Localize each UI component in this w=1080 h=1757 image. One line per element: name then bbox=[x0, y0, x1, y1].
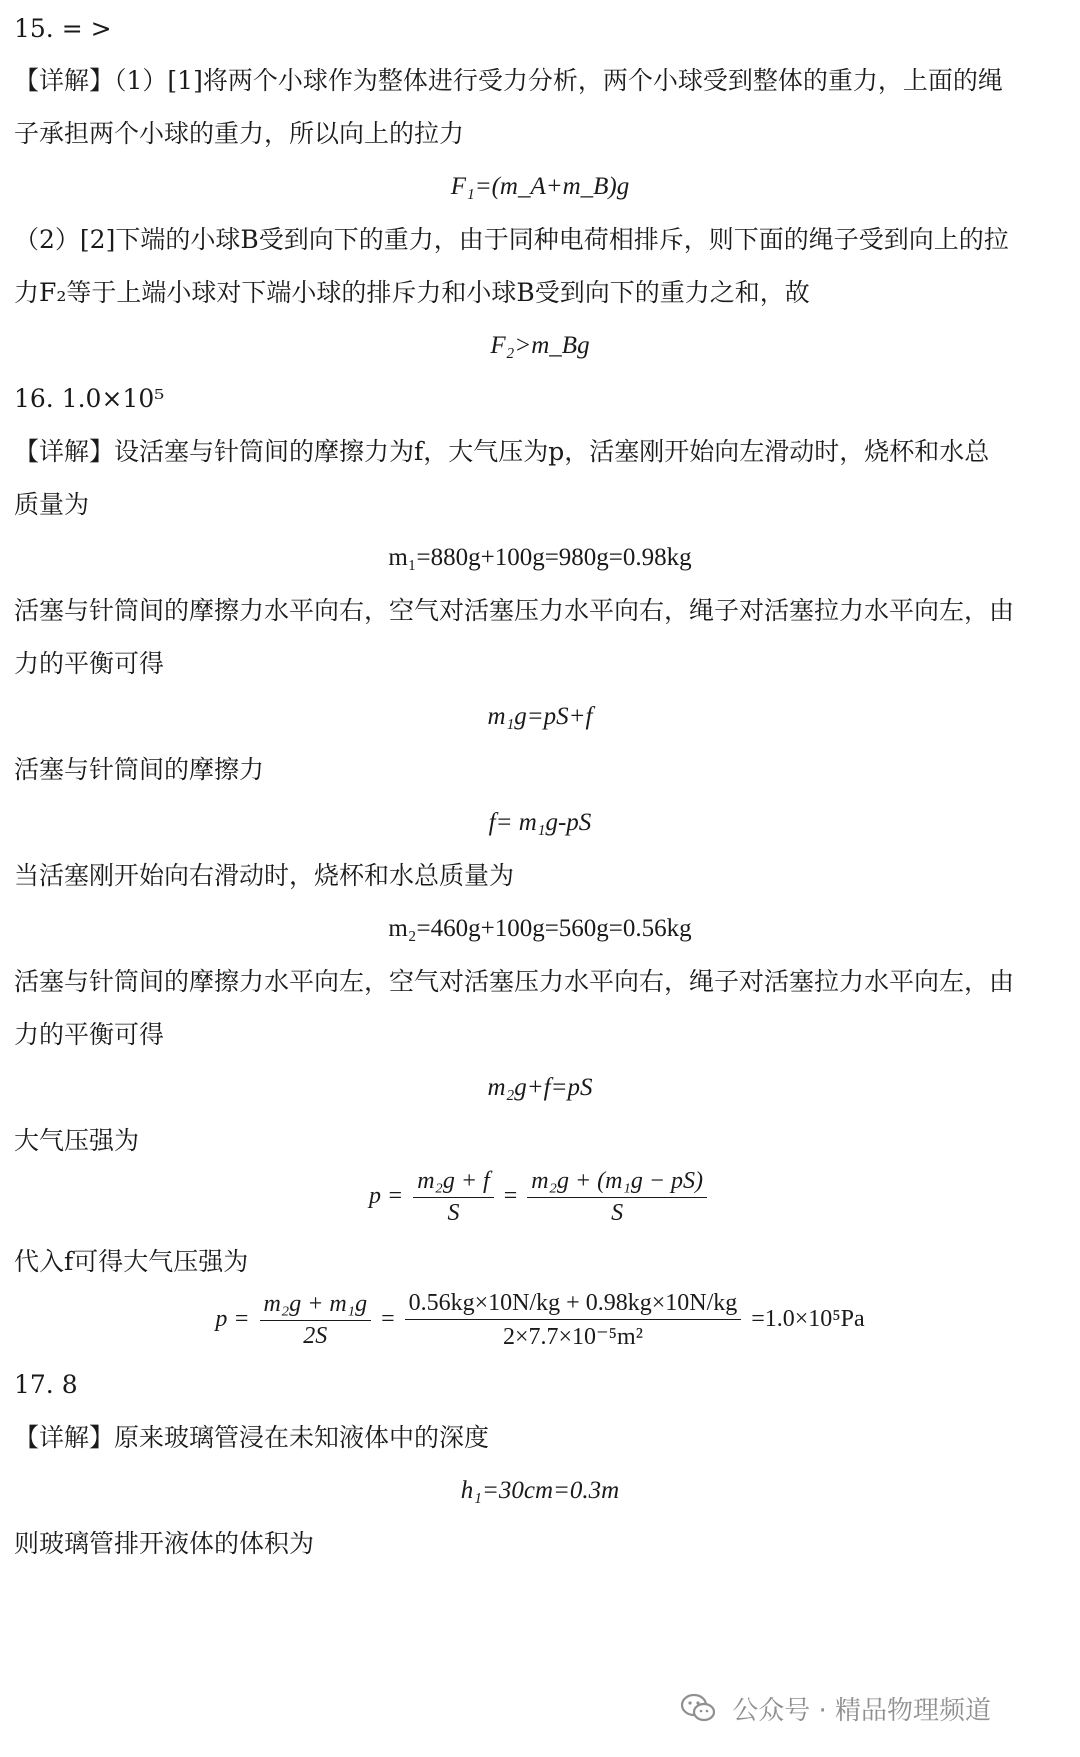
fraction-2-numerator: m₂g + (m₁g − pS) bbox=[527, 1168, 707, 1198]
explain-17-line2: 则玻璃管排开液体的体积为 bbox=[14, 1529, 315, 1558]
fraction-3-denominator: 2S bbox=[303, 1323, 328, 1349]
fraction-2-denominator: S bbox=[611, 1200, 624, 1226]
explain-16-line9: 大气压强为 bbox=[14, 1126, 140, 1155]
equals-sign-2: = bbox=[381, 1306, 395, 1333]
watermark-text: 公众号 · 精品物理频道 bbox=[732, 1696, 992, 1726]
answer-16: 16. 1.0×10⁵ bbox=[14, 384, 165, 413]
equals-sign: = bbox=[503, 1183, 518, 1210]
explain-16-line5: 活塞与针筒间的摩擦力 bbox=[14, 755, 265, 784]
explain-15-line4: 力F₂等于上端小球对下端小球的排斥力和小球B受到向下的重力之和，故 bbox=[14, 278, 810, 307]
fraction-4 bbox=[405, 1290, 742, 1351]
fraction-4-denominator: 2×7.7×10⁻⁵m² bbox=[502, 1324, 643, 1350]
explain-15-line3: （2）[2]下端的小球B受到向下的重力，由于同种电荷相排斥，则下面的绳子受到向上的拉 bbox=[14, 225, 1009, 254]
answer-15: 15. = > bbox=[14, 14, 112, 43]
fraction-4-numerator: 0.56kg×10N/kg + 0.98kg×10N/kg bbox=[405, 1290, 742, 1320]
explain-16-line2: 质量为 bbox=[14, 490, 90, 519]
equation-balance2: m₂g+f=pS bbox=[487, 1074, 593, 1101]
explain-16-line4: 力的平衡可得 bbox=[14, 649, 165, 678]
explain-15-line2: 子承担两个小球的重力，所以向上的拉力 bbox=[14, 119, 465, 148]
pressure-result: =1.0×10⁵Pa bbox=[751, 1306, 865, 1333]
fraction-3 bbox=[260, 1291, 372, 1350]
fraction-2 bbox=[527, 1168, 707, 1227]
fraction-1-denominator: S bbox=[447, 1200, 460, 1226]
explain-16-line3: 活塞与针筒间的摩擦力水平向右，空气对活塞压力水平向右，绳子对活塞拉力水平向左，由 bbox=[14, 596, 1015, 625]
equation-m1: m₁=880g+100g=980g=0.98kg bbox=[388, 544, 692, 571]
explain-15-line1: 【详解】（1）[1]将两个小球作为整体进行受力分析，两个小球受到整体的重力，上面的绳 bbox=[14, 66, 1003, 95]
explain-16-line6: 当活塞刚开始向右滑动时，烧杯和水总质量为 bbox=[14, 861, 515, 890]
explain-16-line8: 力的平衡可得 bbox=[14, 1020, 165, 1049]
equation-f2: F₂>m_Bg bbox=[490, 332, 590, 359]
answer-17: 17. 8 bbox=[14, 1370, 78, 1399]
fraction-3-numerator: m₂g + m₁g bbox=[260, 1291, 372, 1321]
equation-m2: m₂=460g+100g=560g=0.56kg bbox=[388, 915, 692, 942]
explain-16-line1: 【详解】设活塞与针筒间的摩擦力为f，大气压为p，活塞刚开始向左滑动时，烧杯和水总 bbox=[14, 437, 990, 466]
explain-16-line7: 活塞与针筒间的摩擦力水平向左，空气对活塞压力水平向右，绳子对活塞拉力水平向左，由 bbox=[14, 967, 1015, 996]
p-label-2: p = bbox=[215, 1306, 250, 1333]
explain-17-line1: 【详解】原来玻璃管浸在未知液体中的深度 bbox=[14, 1423, 490, 1452]
fraction-1 bbox=[413, 1168, 494, 1227]
equation-f1: F₁=(m_A+m_B)g bbox=[450, 173, 630, 200]
wechat-icon bbox=[680, 1693, 716, 1730]
equation-h1: h₁=30cm=0.3m bbox=[460, 1477, 620, 1504]
fraction-1-numerator: m₂g + f bbox=[413, 1168, 494, 1198]
equation-balance1: m₁g=pS+f bbox=[487, 703, 593, 730]
equation-pressure-result bbox=[0, 1290, 1080, 1351]
equation-pressure-fraction bbox=[0, 1168, 1080, 1227]
p-label: p = bbox=[368, 1183, 404, 1210]
equation-friction: f= m₁g-pS bbox=[488, 809, 592, 836]
explain-16-line10: 代入f可得大气压强为 bbox=[14, 1247, 249, 1276]
watermark bbox=[680, 1690, 991, 1730]
